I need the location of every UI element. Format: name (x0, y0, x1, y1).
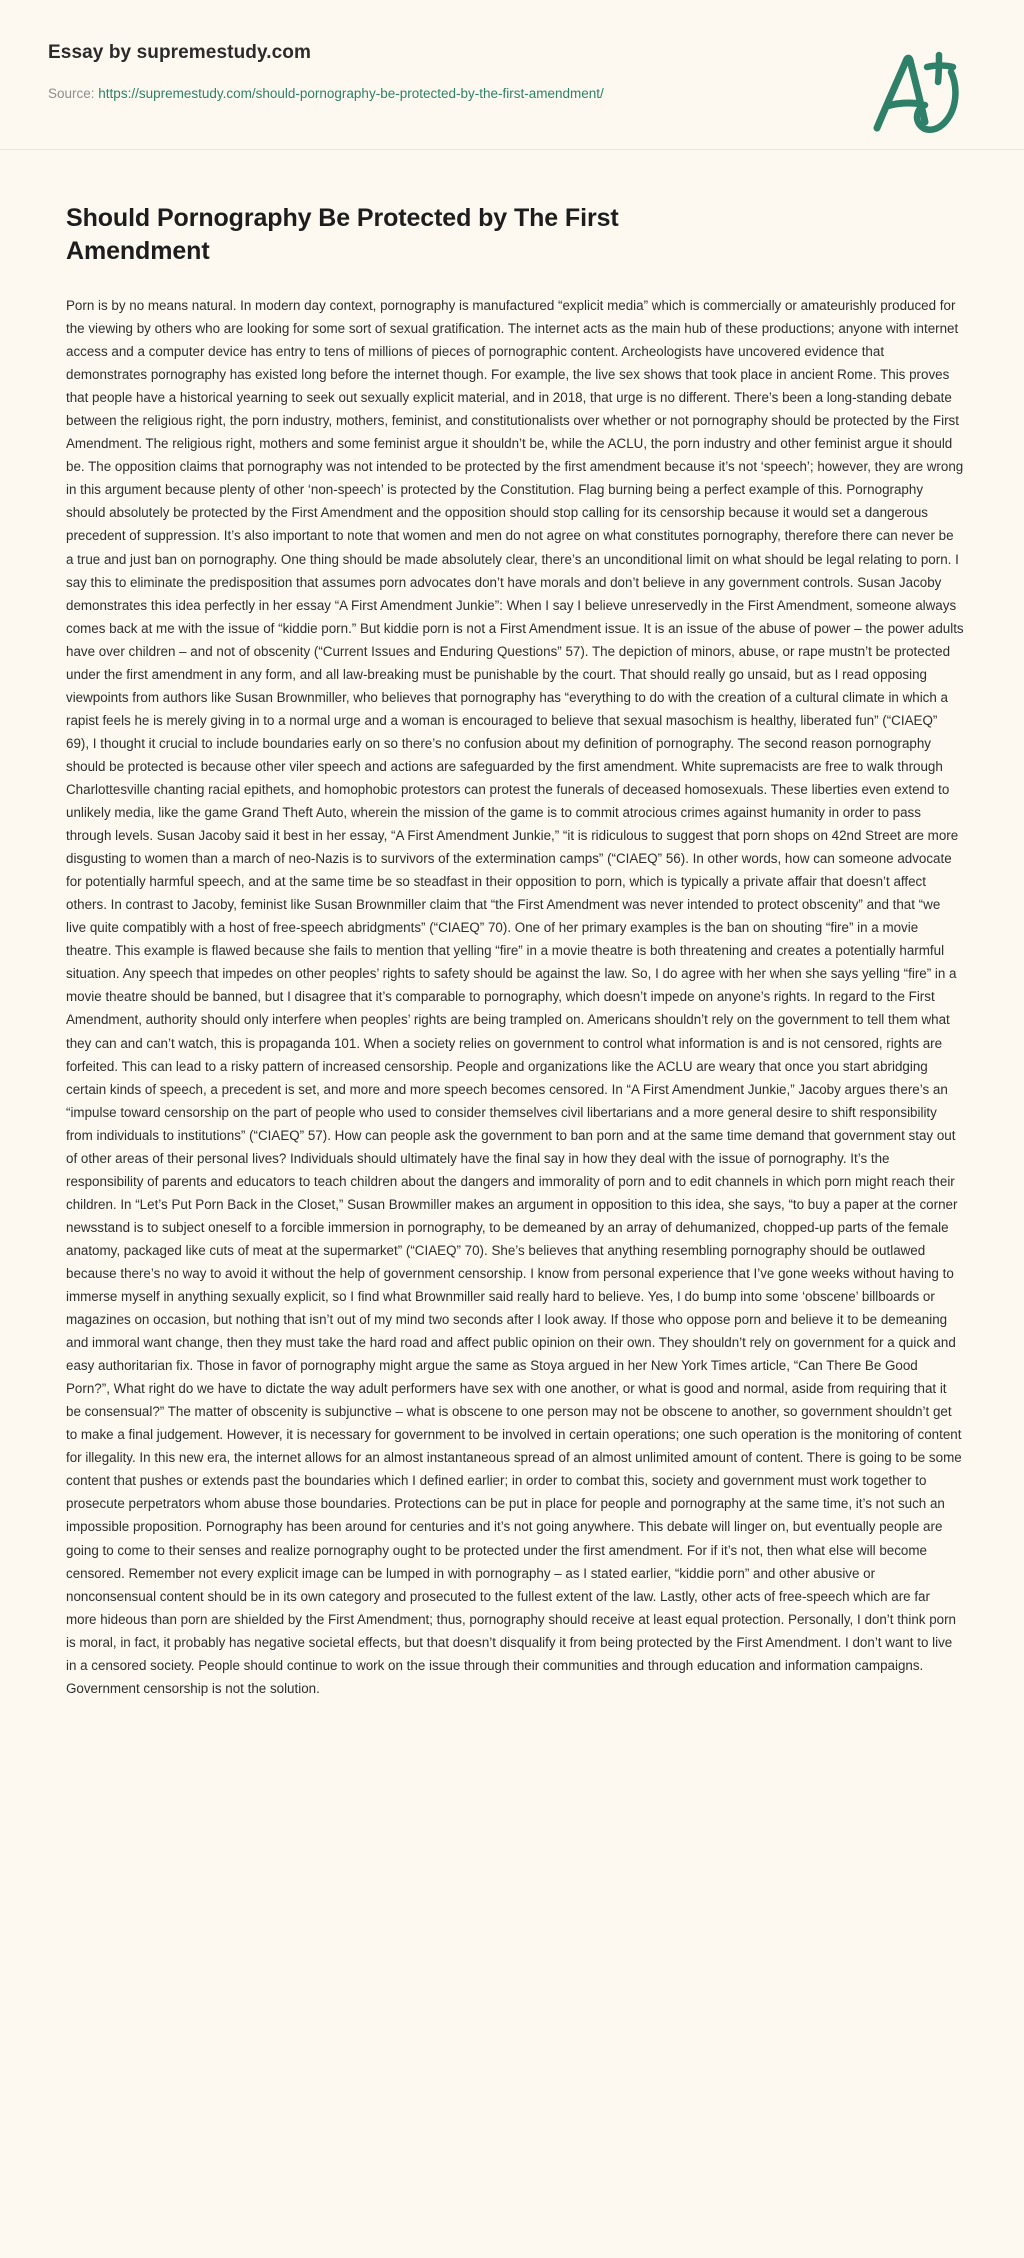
article-body-text: Porn is by no means natural. In modern day context, pornography is manufactured “explicit media” which is commercially or amateurishly produced for the viewing by others who are looking for some sort of sexual gratification. The internet acts as the main hub of these productions; anyone with internet access and a computer device has entry to tens of millions of pieces of pornographic content. Archeologists have uncovered evidence that demonstrates pornography has existed long before the internet though. For example, the live sex shows that took place in ancient Rome. This proves that people have a historical yearning to seek out sexually explicit material, and in 2018, that urge is no different. There’s been a long-standing debate between the religious right, the porn industry, mothers, feminist, and constitutionalists over whether or not pornography should be protected by the First Amendment. The religious right, mothers and some feminist argue it shouldn’t be, while the ACLU, the porn industry and other feminist argue it should be. The opposition claims that pornography was not intended to be protected by the first amendment because it’s not ‘speech’; however, they are wrong in this argument because plenty of other ‘non-speech’ is protected by the Constitution. Flag burning being a perfect example of this. Pornography should absolutely be protected by the First Amendment and the opposition should stop calling for its censorship because it would set a dangerous precedent of suppression. It’s also important to note that women and men do not agree on what constitutes pornography, therefore there can never be a true and just ban on pornography. One thing should be made absolutely clear, there’s an unconditional limit on what should be legal relating to porn. I say this to eliminate the predisposition that assumes porn advocates don’t have morals and don’t believe in any government controls. Susan Jacoby demonstrates this idea perfectly in her essay “A First Amendment Junkie”: When I say I believe unreservedly in the First Amendment, someone always comes back at me with the issue of “kiddie porn.” But kiddie porn is not a First Amendment issue. It is an issue of the abuse of power – the power adults have over children – and not of obscenity (“Current Issues and Enduring Questions” 57). The depiction of minors, abuse, or rape mustn’t be protected under the first amendment in any form, and all law-breaking must be punishable by the court. That should really go unsaid, but as I read opposing viewpoints from authors like Susan Brownmiller, who believes that pornography has “everything to do with the creation of a cultural climate in which a rapist feels he is merely giving in to a normal urge and a woman is encouraged to believe that sexual masochism is healthy, liberated fun” (“CIAEQ” 69), I thought it crucial to include boundaries early on so there’s no confusion about my definition of pornography. The second reason pornography should be protected is because other viler speech and actions are safeguarded by the first amendment. White supremacists are free to walk through Charlottesville chanting racial epithets, and homophobic protestors can protest the funerals of deceased homosexuals. These liberties even extend to unlikely media, like the game Grand Theft Auto, wherein the mission of the game is to commit atrocious crimes against humanity in order to pass through levels. Susan Jacoby said it best in her essay, “A First Amendment Junkie,” “it is ridiculous to suggest that porn shops on 42nd Street are more disgusting to women than a march of neo-Nazis is to survivors of the extermination camps” (“CIAEQ” 56). In other words, how can someone advocate for potentially harmful speech, and at the same time be so steadfast in their opposition to porn, which is typically a private affair that doesn’t affect others. In contrast to Jacoby, feminist like Susan Brownmiller claim that “the First Amendment was never intended to protect obscenity” and that “we live quite compatibly with a host of free-speech abridgments” (“CIAEQ” 70). One of her primary examples is the ban on shouting “fire” in a movie theatre. This example is flawed because she fails to mention that yelling “fire” in a movie theatre is both threatening and creates a potentially harmful situation. Any speech that impedes on other peoples’ rights to safety should be against the law. So, I do agree with her when she says yelling “fire” in a movie theatre should be banned, but I disagree that it’s comparable to pornography, which doesn’t impede on anyone’s rights. In regard to the First Amendment, authority should only interfere when peoples’ rights are being trampled on. Americans shouldn’t rely on the government to tell them what they can and can’t watch, this is propaganda 101. When a society relies on government to control what information is and is not censored, rights are forfeited. This can lead to a risky pattern of increased censorship. People and organizations like the ACLU are weary that once you start abridging certain kinds of speech, a precedent is set, and more and more speech becomes censored. In “A First Amendment Junkie,” Jacoby argues there’s an “impulse toward censorship on the part of people who used to consider themselves civil libertarians and a more general desire to shift responsibility from individuals to institutions” (“CIAEQ” 57). How can people ask the government to ban porn and at the same time demand that government stay out of other areas of their personal lives? Individuals should ultimately have the final say in how they deal with the issue of pornography. It’s the responsibility of parents and educators to teach children about the dangers and immorality of porn and to edit channels in which porn might reach their children. In “Let’s Put Porn Back in the Closet,” Susan Browmiller makes an argument in opposition to this idea, she says, “to buy a paper at the corner newsstand is to subject oneself to a forcible immersion in pornography, to be demeaned by an array of dehumanized, chopped-up parts of the female anatomy, packaged like cuts of meat at the supermarket” (“CIAEQ” 70). She’s believes that anything resembling pornography should be outlawed because there’s no way to avoid it without the help of government censorship. I know from personal experience that I’ve gone weeks without having to immerse myself in anything sexually explicit, so I find what Brownmiller said really hard to believe. Yes, I do bump into some ‘obscene’ billboards or magazines on occasion, but nothing that isn’t out of my mind two seconds after I look away. If those who oppose porn and believe it to be demeaning and immoral want change, then they must take the hard road and affect public opinion on their own. They shouldn’t rely on government for a quick and easy authoritarian fix. Those in favor of pornography might argue the same as Stoya argued in her New York Times article, “Can There Be Good Porn?”, What right do we have to dictate the way adult performers have sex with one another, or what is good and normal, aside from requiring that it be consensual?” The matter of obscenity is subjunctive – what is obscene to one person may not be obscene to another, so government shouldn’t get to make a final judgement. However, it is necessary for government to be involved in certain operations; one such operation is the monitoring of content for illegality. In this new era, the internet allows for an almost instantaneous spread of an almost unlimited amount of content. There is going to be some content that pushes or extends past the boundaries which I defined earlier; in order to combat this, society and government must work together to prosecute perpetrators whom abuse those boundaries. Protections can be put in place for people and pornography at the same time, it’s not such an impossible proposition. Pornography has been around for centuries and it’s not going anywhere. This debate will linger on, but eventually people are going to come to their senses and realize pornography ought to be protected under the first amendment. For if it’s not, then what else will become censored. Remember not every explicit image can be lumped in with pornography – as I stated earlier, “kiddie porn” and other abusive or nonconsensual content should be in its own category and prosecuted to the fullest extent of the law. Lastly, other acts of free-speech which are far more hideous than porn are shielded by the First Amendment; thus, pornography should receive at least equal protection. Personally, I don’t think porn is moral, in fact, it probably has negative societal effects, but that doesn’t disqualify it from being protected by the First Amendment. I don’t want to live in a censored society. People should continue to work on the issue through their communities and through education and information campaigns. Government censorship is not the solution. (66, 298, 964, 1696)
source-line (48, 85, 976, 103)
source-url-link[interactable]: https://supremestudy.com/should-pornography-be-protected-by-the-first-amendment/ (98, 85, 604, 101)
site-header (0, 0, 1024, 150)
a-plus-logo-icon (866, 42, 962, 142)
site-brand-text: Essay by supremestudy.com (48, 42, 311, 63)
article-body (66, 294, 964, 1700)
page-title: Should Pornography Be Protected by The First Amendment (66, 204, 619, 265)
source-label: Source: (48, 85, 95, 101)
article-container (0, 150, 1024, 1740)
